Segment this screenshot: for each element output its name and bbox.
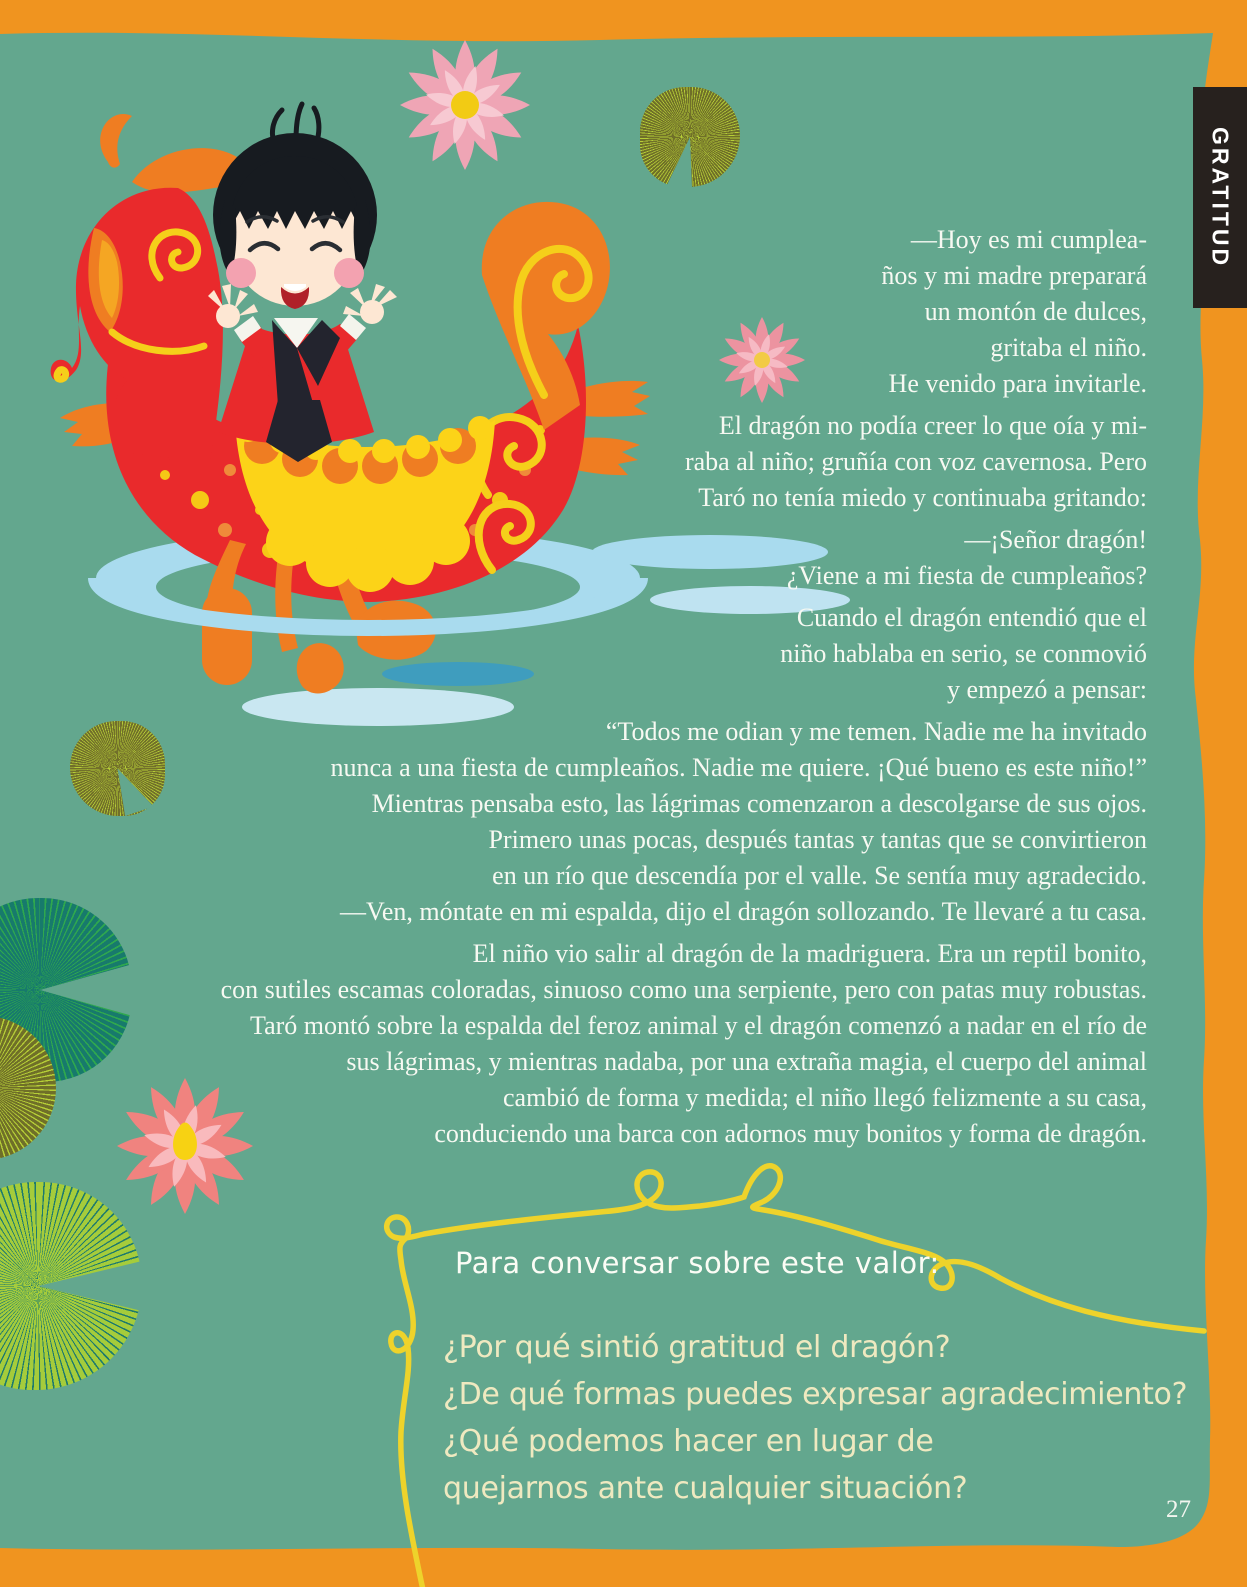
question-line: quejarnos ante cualquier situación?	[443, 1471, 968, 1506]
question-line: ¿Por qué sintió gratitud el dragón?	[443, 1330, 951, 1365]
story-paragraph-5	[47, 714, 1147, 930]
story-paragraph-4	[47, 600, 1147, 708]
story-line: sus lágrimas, y mientras nadaba, por una extraña magia, el cuerpo del animal	[346, 1047, 1147, 1076]
pink-lotus-flower	[400, 40, 530, 170]
story-line: Primero unas pocas, después tantas y tantas que se convirtieron	[488, 825, 1147, 854]
story-text	[47, 222, 1147, 1158]
discussion-heading: Para conversar sobre este valor:	[455, 1246, 940, 1280]
discussion-questions	[443, 1324, 1187, 1512]
story-line: con sutiles escamas coloradas, sinuoso como una serpiente, pero con patas muy robustas.	[220, 975, 1147, 1004]
story-line: conduciendo una barca con adornos muy bonitos y forma de dragón.	[434, 1119, 1147, 1148]
story-line: Cuando el dragón entendió que el	[796, 603, 1147, 632]
story-line: raba al niño; gruñía con voz cavernosa. Pero	[684, 447, 1147, 476]
chapter-tab	[1193, 87, 1247, 308]
story-line: —Hoy es mi cumplea-	[910, 225, 1147, 254]
page-number: 27	[1166, 1496, 1191, 1523]
story-line: Mientras pensaba esto, las lágrimas comenzaron a descolgarse de sus ojos.	[371, 789, 1147, 818]
story-line: ños y mi madre preparará	[881, 261, 1147, 290]
story-line: en un río que descendía por el valle. Se sentía muy agradecido.	[492, 861, 1147, 890]
question-line: ¿Qué podemos hacer en lugar de	[443, 1424, 934, 1459]
story-line: Taró montó sobre la espalda del feroz animal y el dragón comenzó a nadar en el río de	[250, 1011, 1147, 1040]
story-paragraph-2	[47, 408, 1147, 516]
story-line: ¿Viene a mi fiesta de cumpleaños?	[786, 561, 1147, 590]
story-line: y empezó a pensar:	[947, 675, 1147, 704]
story-line: cambió de forma y medida; el niño llegó felizmente a su casa,	[503, 1083, 1147, 1112]
story-paragraph-6	[47, 936, 1147, 1152]
story-line: Taró no tenía miedo y continuaba gritando:	[698, 483, 1147, 512]
story-line: “Todos me odian y me temen. Nadie me ha invitado	[605, 717, 1147, 746]
story-line: un montón de dulces,	[924, 297, 1147, 326]
story-paragraph-3	[47, 522, 1147, 594]
story-line: El niño vio salir al dragón de la madriguera. Era un reptil bonito,	[472, 939, 1147, 968]
story-line: nunca a una fiesta de cumpleaños. Nadie me quiere. ¡Qué bueno es este niño!”	[330, 753, 1147, 782]
story-paragraph-1	[47, 222, 1147, 402]
question-line: ¿De qué formas puedes expresar agradecimiento?	[443, 1377, 1188, 1412]
story-line: —¡Señor dragón!	[964, 525, 1147, 554]
story-line: gritaba el niño.	[990, 333, 1147, 362]
story-line: niño hablaba en serio, se conmovió	[780, 639, 1147, 668]
chapter-tab-label: GRATITUD	[1207, 126, 1234, 269]
story-line: El dragón no podía creer lo que oía y mi-	[718, 411, 1147, 440]
story-line: —Ven, móntate en mi espalda, dijo el dragón sollozando. Te llevaré a tu casa.	[339, 897, 1147, 926]
story-line: He venido para invitarle.	[888, 369, 1147, 398]
